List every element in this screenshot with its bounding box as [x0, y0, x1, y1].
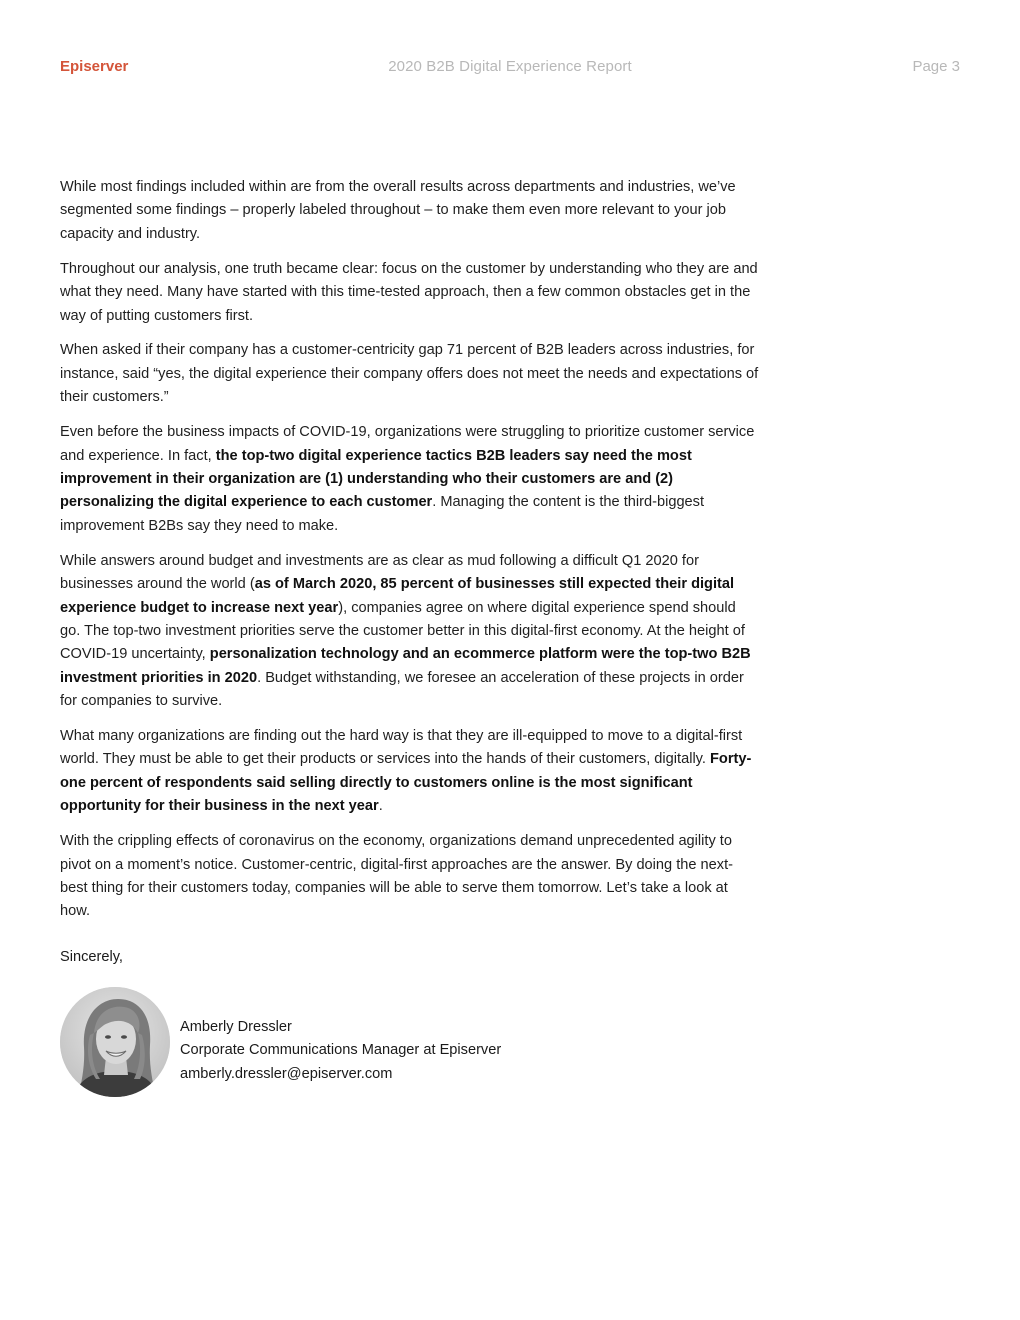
paragraph-text: Throughout our analysis, one truth became clear: focus on the customer by understanding who they are and what they need. Many have started with this time-tested approach, then a few common obstacles get in the way of putting customers first. — [60, 260, 758, 324]
paragraph-text: . — [378, 798, 383, 815]
body-paragraph — [60, 830, 760, 924]
report-title: 2020 B2B Digital Experience Report — [388, 58, 632, 75]
paragraph-text: Even before the business impacts of COVID-19, organizations were struggling to prioritize customer service and experience. In fact, — [60, 424, 755, 464]
body-paragraph — [60, 421, 760, 538]
emphasized-text: Forty-one percent of respondents said selling directly to customers online is the most significant opportunity for their business in the next year — [60, 751, 752, 815]
paragraph-text: ), companies agree on where digital experience spend should go. The top-two investment priorities serve the customer better in this digital-first economy. At the height of COVID-19 uncertainty, — [60, 599, 745, 663]
body-paragraph — [60, 258, 760, 328]
paragraph-text: While answers around budget and investments are as clear as mud following a difficult Q1 2020 for businesses around the world ( — [60, 552, 699, 593]
emphasized-text: personalization technology and an ecommerce platform were the top-two B2B investment priorities in 2020 — [60, 646, 751, 686]
emphasized-text: the top-two digital experience tactics B2B leaders say need the most improvement in their organization are (1) understanding who their customers are and (2) personalizing the digital experience to each customer — [60, 447, 692, 511]
signature-block — [180, 1016, 501, 1086]
body-paragraph — [60, 725, 760, 819]
closing-salutation: Sincerely, — [60, 949, 123, 965]
body-paragraph — [60, 339, 760, 409]
paragraph-text: While most findings included within are from the overall results across departments and industries, we’ve segmented some findings – properly labeled throughout – to make them even more relevant to your job capacity and industry. — [60, 179, 736, 242]
letter-body — [60, 176, 760, 935]
emphasized-text: as of March 2020, 85 percent of businesses still expected their digital experience budget to increase next year — [60, 576, 735, 616]
page-number: Page 3 — [912, 58, 960, 75]
page-header — [60, 58, 960, 78]
paragraph-text: . Managing the content is the third-biggest improvement B2Bs say they need to make. — [60, 494, 705, 534]
signer-name: Amberly Dressler — [180, 1019, 292, 1035]
paragraph-text: . Budget withstanding, we foresee an acceleration of these projects in order for companies to survive. — [60, 669, 744, 710]
author-photo — [60, 987, 170, 1097]
paragraph-text: What many organizations are finding out the hard way is that they are ill-equipped to move to a digital-first world. They must be able to get their products or services into the hands of their customers, digitally. — [60, 728, 743, 768]
paragraph-text: When asked if their company has a customer-centricity gap 71 percent of B2B leaders across industries, for instance, said “yes, the digital experience their company offers does not meet the needs and expectations of their customers.” — [60, 342, 759, 406]
brand-logo-text: Episerver — [60, 58, 129, 75]
signer-title: Corporate Communications Manager at Episerver — [180, 1042, 502, 1059]
portrait-image — [60, 987, 170, 1097]
body-paragraph — [60, 550, 760, 714]
paragraph-text: With the crippling effects of coronavirus on the economy, organizations demand unprecedented agility to pivot on a moment’s notice. Customer-centric, digital-first approaches are the answer. By doing the next-best thing for their customers today, companies will be able to serve them tomorrow. Let’s take a look at how. — [60, 833, 733, 920]
body-paragraph — [60, 176, 760, 246]
signer-email: amberly.dressler@episerver.com — [180, 1065, 393, 1082]
